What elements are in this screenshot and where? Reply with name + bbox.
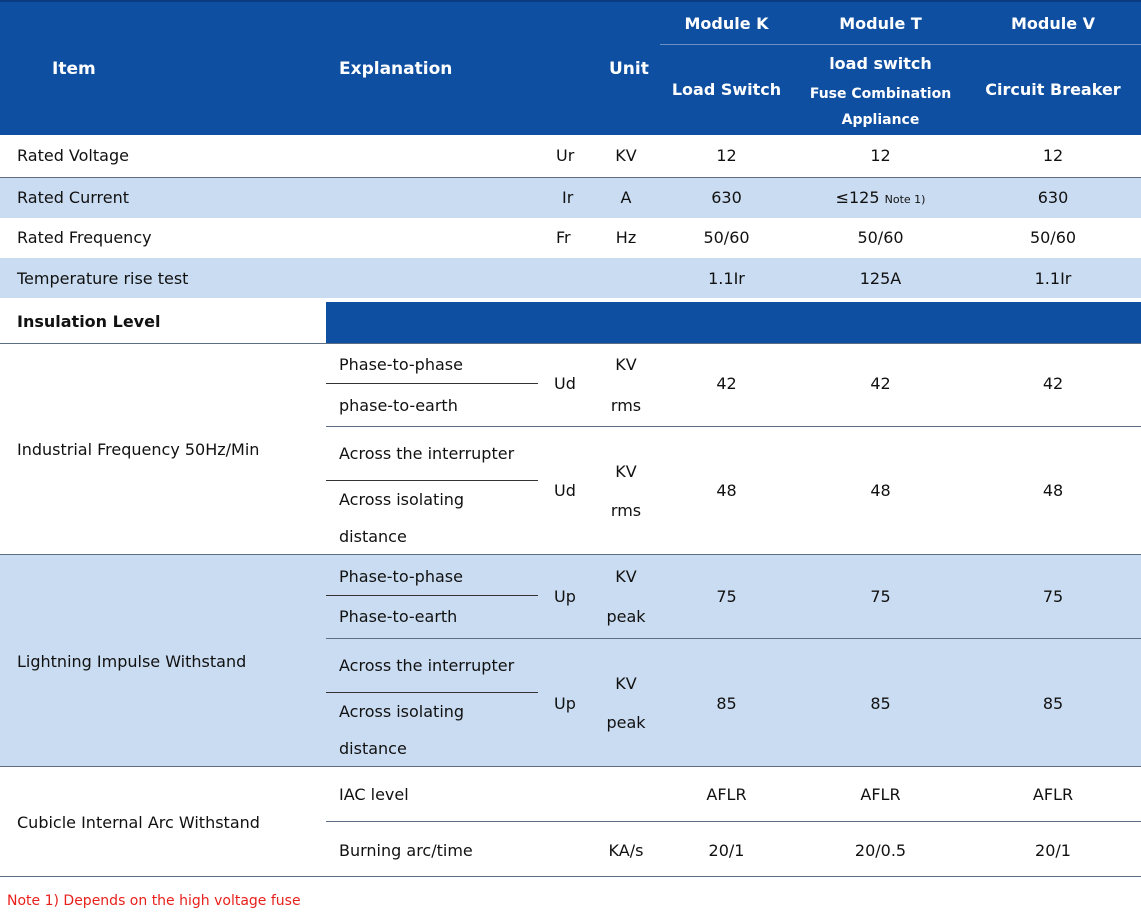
group-divider (326, 638, 1141, 639)
sub-divider (326, 692, 538, 693)
header-module-t-type-3: Appliance (841, 112, 920, 128)
table-bottom-rule (0, 876, 1141, 877)
header-module-t-type-1: load switch (829, 54, 932, 73)
insulation-title: Insulation Level (17, 312, 161, 331)
header-top-line (0, 0, 1141, 2)
industrial-g1-t: 42 (870, 374, 891, 393)
arc-r2-k: 20/1 (708, 841, 745, 860)
industrial-g1-symbol: Ud (554, 374, 576, 393)
lightning-g2-unit1: KV (615, 674, 637, 693)
lightning-g1-t: 75 (870, 587, 891, 606)
temperature-rise-v: 1.1Ir (1034, 269, 1072, 288)
industrial-g2-e2a: Across isolating (339, 490, 465, 509)
rated-current-unit: A (620, 188, 632, 207)
arc-r2-explanation: Burning arc/time (339, 841, 473, 860)
header-item: Item (52, 59, 96, 79)
rated-current-t-cell (803, 188, 958, 207)
lightning-g2-v: 85 (1042, 694, 1064, 713)
rated-frequency-v: 50/60 (1029, 228, 1077, 247)
row-divider (0, 343, 1141, 344)
lightning-g1-unit2: peak (606, 607, 646, 626)
rated-current-item: Rated Current (17, 188, 130, 207)
sub-divider (326, 383, 538, 384)
arc-r1-explanation: IAC level (339, 785, 409, 804)
rated-frequency-t: 50/60 (857, 228, 904, 247)
group-divider (326, 821, 1141, 822)
lightning-g2-symbol: Up (554, 694, 576, 713)
rated-frequency-k: 50/60 (703, 228, 750, 247)
industrial-g2-unit2: rms (610, 501, 642, 520)
header-module-t: Module T (839, 14, 922, 33)
arc-r2-v: 20/1 (1035, 841, 1071, 860)
industrial-item: Industrial Frequency 50Hz/Min (17, 440, 260, 459)
rated-voltage-k: 12 (716, 146, 737, 165)
lightning-g1-v: 75 (1042, 587, 1064, 606)
industrial-g1-unit1: KV (615, 355, 637, 374)
lightning-g1-k: 75 (716, 587, 737, 606)
rated-current-k: 630 (711, 188, 742, 207)
row-divider (0, 766, 1141, 767)
insulation-bar (326, 302, 1141, 343)
industrial-g1-v: 42 (1042, 374, 1064, 393)
arc-r1-k: AFLR (706, 785, 747, 804)
industrial-g1-e2: phase-to-earth (339, 396, 458, 415)
rated-voltage-item: Rated Voltage (17, 146, 129, 165)
lightning-g1-unit1: KV (615, 567, 637, 586)
rated-frequency-symbol: Fr (556, 228, 571, 247)
header-explanation: Explanation (339, 59, 453, 79)
sub-divider (326, 595, 538, 596)
industrial-g2-unit1: KV (615, 462, 637, 481)
arc-r2-t: 20/0.5 (854, 841, 907, 860)
rated-voltage-unit: KV (615, 146, 637, 165)
group-divider (326, 426, 1141, 427)
industrial-g2-t: 48 (870, 481, 891, 500)
rated-voltage-v: 12 (1042, 146, 1064, 165)
industrial-g1-e1: Phase-to-phase (339, 355, 463, 374)
arc-r2-unit: KA/s (608, 841, 644, 860)
lightning-g1-e1: Phase-to-phase (339, 567, 463, 586)
header-unit: Unit (609, 59, 649, 79)
industrial-g1-k: 42 (716, 374, 737, 393)
lightning-g2-k: 85 (716, 694, 737, 713)
rated-current-t-note: Note 1) (884, 193, 926, 206)
lightning-g2-unit2: peak (606, 713, 646, 732)
lightning-g2-t: 85 (870, 694, 891, 713)
lightning-g1-e2: Phase-to-earth (339, 607, 458, 626)
arc-r1-v: AFLR (1032, 785, 1074, 804)
lightning-g2-e1: Across the interrupter (339, 656, 515, 675)
rated-voltage-symbol: Ur (556, 146, 575, 165)
industrial-g2-v: 48 (1042, 481, 1064, 500)
arc-item: Cubicle Internal Arc Withstand (17, 813, 260, 832)
rated-voltage-t: 12 (870, 146, 891, 165)
lightning-g2-e2b: distance (339, 739, 407, 758)
header-module-v: Module V (1010, 14, 1096, 33)
arc-r1-t: AFLR (860, 785, 901, 804)
temperature-rise-t: 125A (859, 269, 902, 288)
industrial-g2-e2b: distance (339, 527, 407, 546)
rated-current-symbol: Ir (562, 188, 574, 207)
header-module-k-type: Load Switch (671, 80, 782, 99)
rated-current-t: ≤125 (835, 188, 880, 207)
table-header (0, 0, 1141, 135)
header-module-k: Module K (684, 14, 769, 33)
industrial-g2-symbol: Ud (554, 481, 576, 500)
industrial-g1-unit2: rms (610, 396, 642, 415)
temperature-rise-k: 1.1Ir (708, 269, 745, 288)
lightning-g1-symbol: Up (554, 587, 576, 606)
temperature-rise-item: Temperature rise test (17, 269, 189, 288)
header-module-t-type-2: Fuse Combination (809, 86, 952, 102)
rated-current-v: 630 (1037, 188, 1069, 207)
lightning-item: Lightning Impulse Withstand (17, 652, 247, 671)
rated-frequency-unit: Hz (615, 228, 637, 247)
sub-divider (326, 480, 538, 481)
lightning-g2-e2a: Across isolating (339, 702, 465, 721)
header-module-v-type: Circuit Breaker (985, 80, 1121, 99)
industrial-g2-k: 48 (716, 481, 737, 500)
industrial-g2-e1: Across the interrupter (339, 444, 515, 463)
footnote: Note 1) Depends on the high voltage fuse (7, 893, 301, 909)
header-divider (660, 44, 1141, 45)
rated-frequency-item: Rated Frequency (17, 228, 152, 247)
